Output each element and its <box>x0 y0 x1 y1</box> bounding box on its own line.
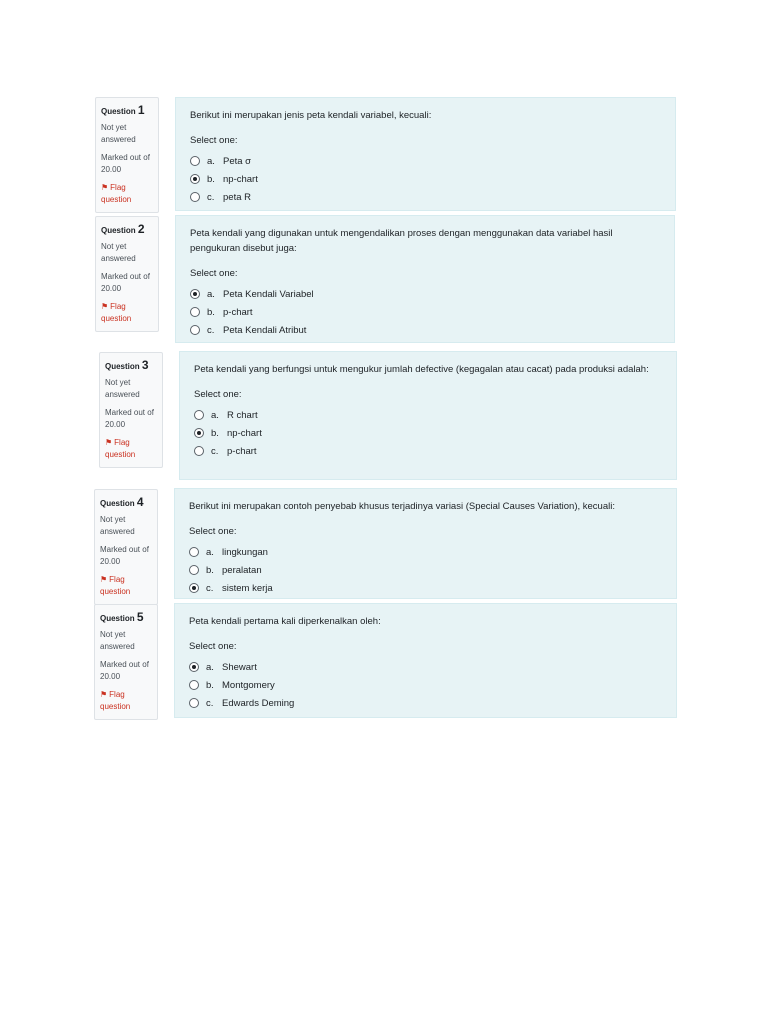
radio-button[interactable] <box>190 174 200 184</box>
flag-question-link[interactable]: ⚑ Flag question <box>100 690 131 711</box>
answer-option-c[interactable]: c. p-chart <box>194 442 662 460</box>
question-number: Question 3 <box>105 358 149 372</box>
question-text: Peta kendali yang digunakan untuk mengendalikan proses dengan menggunakan data variabel hasil pengukuran disebut juga: <box>190 228 613 254</box>
question-state: Not yet answered <box>101 242 136 263</box>
question-info <box>99 352 163 468</box>
question-content <box>174 603 677 718</box>
question-content <box>179 351 677 480</box>
select-one-prompt: Select one: <box>190 135 238 146</box>
answer-option-b[interactable]: b. np-chart <box>190 170 661 188</box>
radio-button[interactable] <box>190 156 200 166</box>
question-text: Peta kendali pertama kali diperkenalkan oleh: <box>189 616 381 627</box>
radio-button[interactable] <box>189 547 199 557</box>
select-one-prompt: Select one: <box>194 389 242 400</box>
question-content <box>175 215 675 343</box>
question-content <box>174 488 677 599</box>
radio-button[interactable] <box>194 428 204 438</box>
question-grade: Marked out of 20.00 <box>105 408 154 429</box>
question-number: Question 2 <box>101 222 145 236</box>
select-one-prompt: Select one: <box>190 268 238 279</box>
answer-option-a[interactable]: a. lingkungan <box>189 543 662 561</box>
question-info <box>95 216 159 332</box>
question-info <box>95 97 159 213</box>
flag-question-link[interactable]: ⚑ Flag question <box>100 575 131 596</box>
radio-button[interactable] <box>189 583 199 593</box>
question-text: Peta kendali yang berfungsi untuk mengukur jumlah defective (kegagalan atau cacat) pada produksi adalah: <box>194 364 649 375</box>
question-state: Not yet answered <box>105 378 140 399</box>
radio-button[interactable] <box>190 289 200 299</box>
answer-option-a[interactable]: a. Peta Kendali Variabel <box>190 285 660 303</box>
radio-button[interactable] <box>190 325 200 335</box>
answer-option-b[interactable]: b. np-chart <box>194 424 662 442</box>
flag-question-link[interactable]: ⚑ Flag question <box>101 302 132 323</box>
radio-button[interactable] <box>189 680 199 690</box>
answer-option-c[interactable]: c. Edwards Deming <box>189 694 662 712</box>
radio-button[interactable] <box>189 565 199 575</box>
flag-icon: ⚑ <box>105 438 113 447</box>
select-one-prompt: Select one: <box>189 641 237 652</box>
question-content <box>175 97 676 211</box>
question-state: Not yet answered <box>101 123 136 144</box>
radio-button[interactable] <box>194 446 204 456</box>
answer-option-a[interactable]: a. R chart <box>194 406 662 424</box>
answer-option-a[interactable]: a. Peta σ <box>190 152 661 170</box>
answer-option-c[interactable]: c. sistem kerja <box>189 579 662 597</box>
radio-button[interactable] <box>189 698 199 708</box>
radio-button[interactable] <box>190 307 200 317</box>
question-number: Question 1 <box>101 103 145 117</box>
answer-option-b[interactable]: b. peralatan <box>189 561 662 579</box>
answer-option-a[interactable]: a. Shewart <box>189 658 662 676</box>
flag-icon: ⚑ <box>100 575 108 584</box>
flag-question-link[interactable]: ⚑ Flag question <box>105 438 136 459</box>
question-text: Berikut ini merupakan jenis peta kendali variabel, kecuali: <box>190 110 432 121</box>
flag-icon: ⚑ <box>100 690 108 699</box>
question-grade: Marked out of 20.00 <box>101 272 150 293</box>
question-grade: Marked out of 20.00 <box>100 660 149 681</box>
question-text: Berikut ini merupakan contoh penyebab khusus terjadinya variasi (Special Causes Variation), kecuali: <box>189 501 615 512</box>
answer-option-b[interactable]: b. p-chart <box>190 303 660 321</box>
flag-question-link[interactable]: ⚑ Flag question <box>101 183 132 204</box>
question-grade: Marked out of 20.00 <box>100 545 149 566</box>
answer-option-c[interactable]: c. peta R <box>190 188 661 206</box>
radio-button[interactable] <box>194 410 204 420</box>
radio-button[interactable] <box>190 192 200 202</box>
question-state: Not yet answered <box>100 630 135 651</box>
flag-icon: ⚑ <box>101 183 109 192</box>
question-number: Question 4 <box>100 495 144 509</box>
question-number: Question 5 <box>100 610 144 624</box>
answer-option-b[interactable]: b. Montgomery <box>189 676 662 694</box>
question-info <box>94 604 158 720</box>
question-state: Not yet answered <box>100 515 135 536</box>
radio-button[interactable] <box>189 662 199 672</box>
answer-option-c[interactable]: c. Peta Kendali Atribut <box>190 321 660 339</box>
question-info <box>94 489 158 605</box>
select-one-prompt: Select one: <box>189 526 237 537</box>
flag-icon: ⚑ <box>101 302 109 311</box>
question-grade: Marked out of 20.00 <box>101 153 150 174</box>
